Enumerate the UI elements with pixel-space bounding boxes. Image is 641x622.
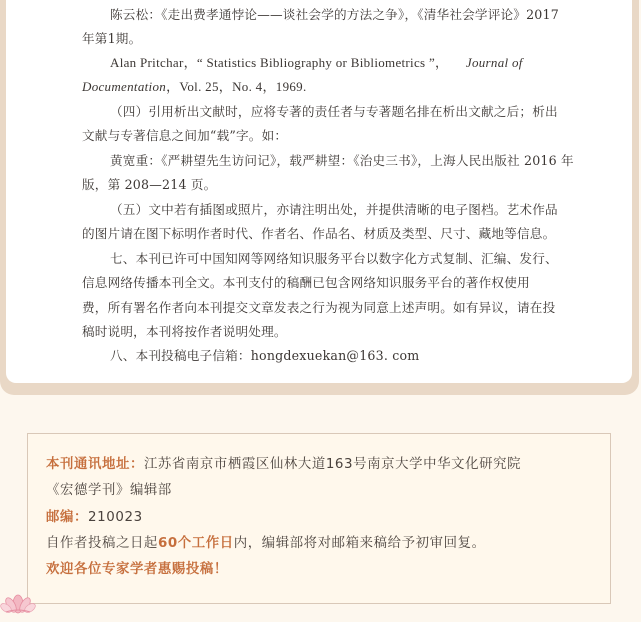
review-pre: 自作者投稿之日起 bbox=[46, 536, 158, 551]
journal-volume: ，Vol. 25，No. 4，1969. bbox=[166, 79, 307, 94]
rule-paragraph-line: （五）文中若有插图或照片，亦请注明出处，并提供清晰的电子图档。艺术作品 bbox=[110, 202, 558, 217]
address-label: 本刊通讯地址： bbox=[46, 457, 144, 472]
rule-paragraph-line: 文献与专著信息之间加“载”字。如： bbox=[82, 128, 288, 143]
welcome-line: 欢迎各位专家学者惠赐投稿！ bbox=[46, 562, 228, 577]
contact-notice-box bbox=[27, 433, 611, 604]
postcode-label: 邮编： bbox=[46, 510, 88, 525]
reference-line: 陈云松：《走出费孝通悖论——谈社会学的方法之争》，《清华社会学评论》2017 bbox=[110, 7, 559, 22]
journal-title: Journal of bbox=[465, 55, 523, 70]
review-period: 60个工作日 bbox=[157, 536, 234, 551]
reference-line: 年第1期。 bbox=[82, 31, 142, 46]
rule-paragraph-line: 费，所有署名作者向本刊提交文章发表之行为视为同意上述声明。如有异议，请在投 bbox=[82, 300, 556, 315]
reference-line bbox=[82, 79, 307, 95]
review-post: 内，编辑部将对邮箱来稿给予初审回复。 bbox=[233, 536, 486, 551]
journal-title: Documentation bbox=[82, 79, 167, 94]
address-line bbox=[46, 456, 521, 474]
rule-paragraph-line: 的图片请在图下标明作者时代、作者名、作品名、材质及类型、尺寸、藏地等信息。 bbox=[82, 226, 556, 241]
editorial-office-line: 《宏德学刊》编辑部 bbox=[46, 483, 172, 498]
review-time-line bbox=[46, 535, 486, 553]
address-value: 江苏省南京市栖霞区仙林大道163号南京大学中华文化研究院 bbox=[143, 457, 522, 472]
rule-paragraph-line: 信息网络传播本刊全文。本刊支付的稿酬已包含网络知识服务平台的著作权使用 bbox=[82, 275, 530, 290]
reference-line: 黄宽重：《严耕望先生访问记》，载严耕望：《治史三书》，上海人民出版社 2016 年 bbox=[110, 153, 574, 168]
document-card bbox=[6, 0, 632, 383]
postcode-line bbox=[46, 509, 143, 527]
rule-paragraph-line: （四）引用析出文献时，应将专著的责任者与专著题名排在析出文献之后；析出 bbox=[110, 104, 558, 119]
lotus-icon bbox=[0, 586, 36, 614]
rule-paragraph-line: 稿时说明，本刊将按作者说明处理。 bbox=[82, 324, 287, 339]
reference-author-title: Alan Pritchar，“ Statistics Bibliography or Bibliometrics ”， bbox=[110, 55, 449, 70]
reference-line bbox=[110, 55, 523, 71]
rule-paragraph-line: 七、本刊已许可中国知网等网络知识服务平台以数字化方式复制、汇编、发行、 bbox=[110, 251, 558, 266]
postcode-value: 210023 bbox=[87, 510, 143, 525]
submission-email-line: 八、本刊投稿电子信箱：hongdexuekan@163. com bbox=[110, 348, 420, 363]
reference-line: 版，第 208—214 页。 bbox=[82, 177, 217, 192]
